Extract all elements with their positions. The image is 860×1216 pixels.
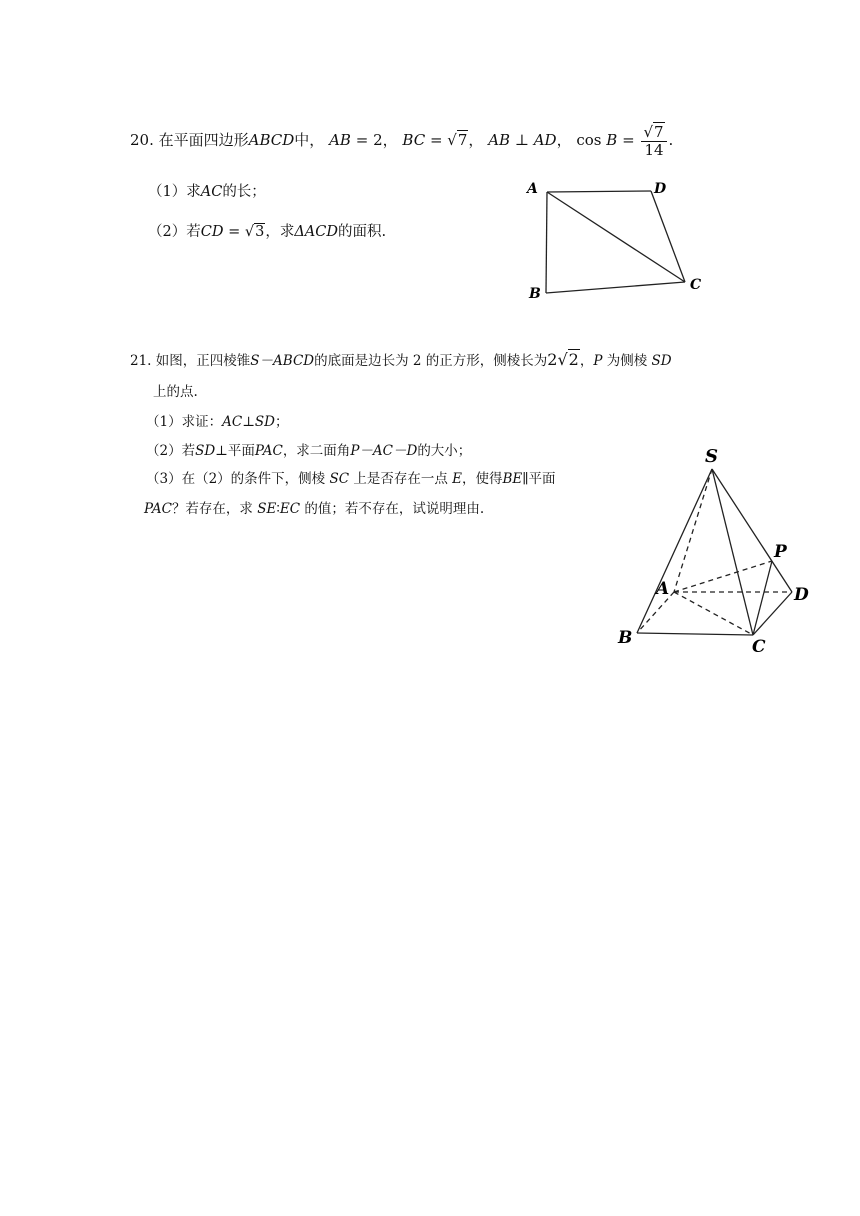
question-21-part-3-cont: PAC？若存在，求 SE∶EC 的值；若不存在，试说明理由. <box>144 501 485 517</box>
edge-ac <box>674 592 753 635</box>
edge-sa <box>674 469 712 592</box>
vertex-label-b: B <box>529 286 541 302</box>
sqrt-2: √2 <box>557 350 579 369</box>
question-number: 21. <box>130 353 152 369</box>
vertex-label-c: C <box>752 637 766 657</box>
edge-cb <box>546 282 685 293</box>
fraction-sqrt7-over-14: $\frac{√7}{14}$ <box>641 124 666 158</box>
edge-ap <box>674 561 772 592</box>
edge-ba <box>546 192 547 293</box>
edge-bc <box>637 633 753 635</box>
question-20-part-1: （1）求AC的长； <box>148 184 266 200</box>
vertex-label-a: A <box>656 579 670 599</box>
quadrilateral-figure <box>520 175 710 305</box>
edge-sb <box>637 469 712 633</box>
edge-sd <box>712 469 792 592</box>
sqrt-3: √3 <box>244 224 265 240</box>
vertex-label-c: C <box>690 277 702 293</box>
question-21-line-2: 上的点. <box>153 384 198 400</box>
question-21-line-1: 21. 如图，正四棱锥S－ABCD的底面是边长为 2 的正方形，侧棱长为2√2，P 为侧棱 SD <box>130 348 672 373</box>
question-20-part-2: （2）若CD = √3，求ΔACD的面积. <box>148 224 387 240</box>
edge-sc <box>712 469 753 635</box>
vertex-label-s: S <box>705 446 718 467</box>
vertex-label-d: D <box>794 585 809 605</box>
pyramid-figure <box>610 442 820 657</box>
vertex-label-a: A <box>527 181 538 197</box>
question-20-stem: 20. 在平面四边形ABCD中， AB = 2， BC = √7， AB ⊥ AD， cos B = $\frac{√7}{14}$ . <box>130 123 674 159</box>
question-21-part-3: （3）在（2）的条件下，侧棱 SC 上是否存在一点 E，使得BE∥平面 <box>146 471 556 487</box>
vertex-label-d: D <box>654 181 667 197</box>
diagonal-ac <box>547 192 685 282</box>
sqrt-7: √7 <box>447 131 468 149</box>
question-21-part-2: （2）若SD⊥平面PAC，求二面角P－AC－D的大小； <box>146 443 472 459</box>
edge-dc <box>651 191 685 282</box>
edge-ad <box>547 191 651 192</box>
vertex-label-b: B <box>618 628 633 648</box>
question-21-part-1: （1）求证：AC⊥SD； <box>146 414 289 430</box>
vertex-label-p: P <box>774 542 787 562</box>
question-number: 20. <box>130 131 154 149</box>
